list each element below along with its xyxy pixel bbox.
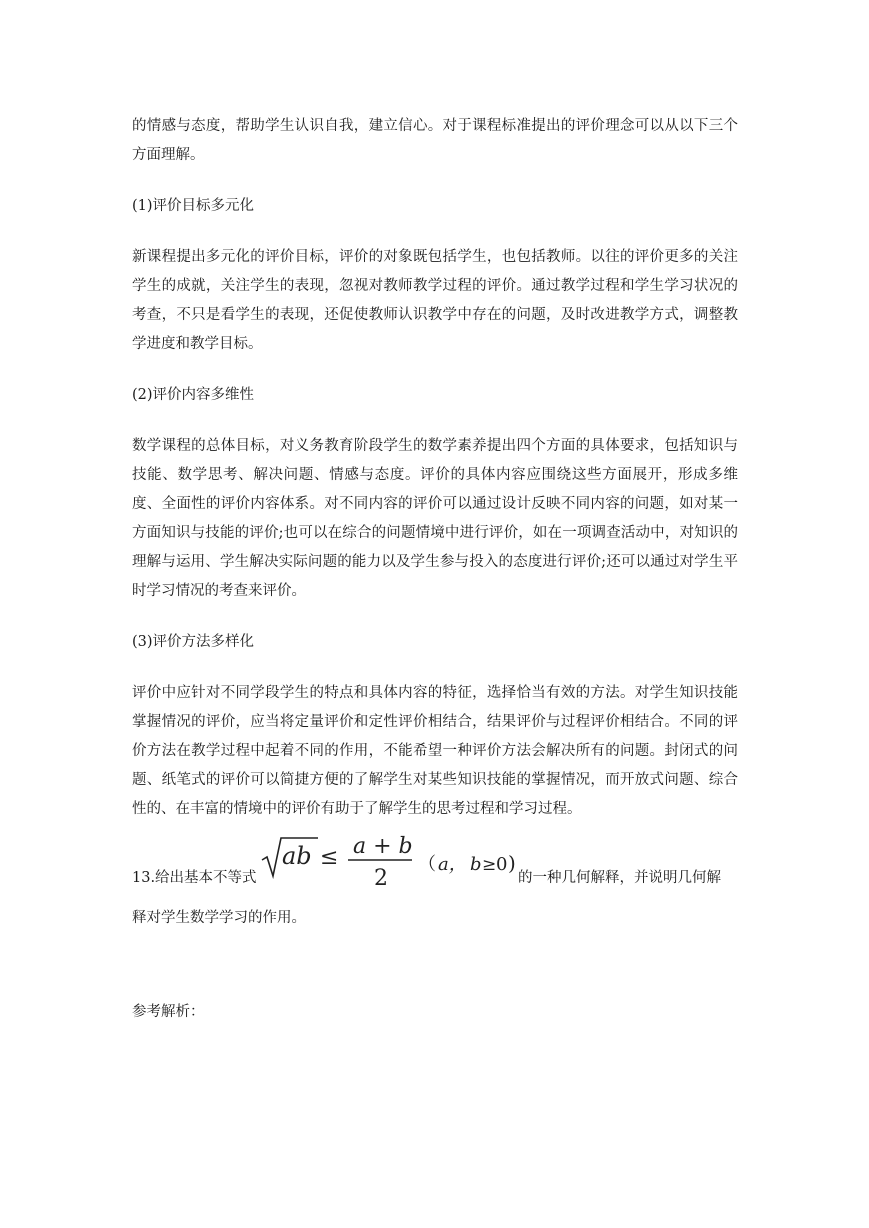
inequality-formula bbox=[260, 832, 516, 890]
condition-a: a， bbox=[438, 854, 467, 875]
document-page bbox=[132, 112, 738, 1020]
heading-evaluation-content: (2)评价内容多维性 bbox=[132, 387, 255, 403]
paragraph-evaluation-methods: 评价中应针对不同学段学生的特点和具体内容的特征，选择恰当有效的方法。对学生知识技能掌握情况的评价，应当将定量评价和定性评价相结合，结果评价与过程评价相结合。不同的评价方法在教学过程中起着不同的作用，不能希望一种评价方法会解决所有的问题。封闭式的问题、纸笔式的评价可以简捷方便的了解学生对某些知识技能的掌握情况，而开放式问题、综合性的、在丰富的情境中的评价有助于了解学生的思考过程和学习过程。 bbox=[132, 685, 738, 817]
question-13 bbox=[132, 832, 738, 952]
heading-evaluation-goals: (1)评价目标多元化 bbox=[132, 198, 255, 214]
heading-evaluation-methods: (3)评价方法多样化 bbox=[132, 634, 255, 650]
paragraph-evaluation-goals: 新课程提出多元化的评价目标，评价的对象既包括学生，也包括教师。以往的评价更多的关注学生的成就，关注学生的表现，忽视对教师教学过程的评价。通过教学过程和学生学习状况的考查，不只是看学生的表现，还促使教师认识教学中存在的问题，及时改进教学方式，调整教学进度和教学目标。 bbox=[132, 249, 738, 352]
question-13-continuation: 释对学生数学学习的作用。 bbox=[132, 910, 306, 926]
intro-paragraph: 的情感与态度，帮助学生认识自我，建立信心。对于课程标准提出的评价理念可以从以下三个方面理解。 bbox=[132, 118, 738, 163]
condition-b: b bbox=[470, 854, 482, 875]
reference-answer-label: 参考解析： bbox=[132, 1004, 205, 1020]
radicand: ab bbox=[282, 842, 312, 870]
denominator: 2 bbox=[374, 866, 388, 890]
paragraph-evaluation-content: 数学课程的总体目标，对义务教育阶段学生的数学素养提出四个方面的具体要求，包括知识与技能、数学思考、解决问题、情感与态度。评价的具体内容应围绕这些方面展开，形成多维度、全面性的评价内容体系。对不同内容的评价可以通过设计反映不同内容的问题，如对某一方面知识与技能的评价;也可以在综合的问题情境中进行评价，如在一项调查活动中，对知识的理解与运用、学生解决实际问题的能力以及学生参与投入的态度进行评价;还可以通过对学生平时学习情况的考查来评价。 bbox=[132, 438, 738, 599]
question-13-suffix: 的一种几何解释，并说明几何解 bbox=[518, 870, 721, 886]
question-13-prefix: 13.给出基本不等式 bbox=[132, 870, 257, 886]
condition-close-paren: ) bbox=[508, 851, 516, 875]
condition-open-paren: （ bbox=[418, 854, 436, 875]
condition-value: 0 bbox=[496, 854, 508, 875]
numerator: a + b bbox=[353, 834, 413, 859]
condition-relation: ≥ bbox=[482, 855, 497, 875]
relation-symbol: ≤ bbox=[320, 845, 339, 870]
